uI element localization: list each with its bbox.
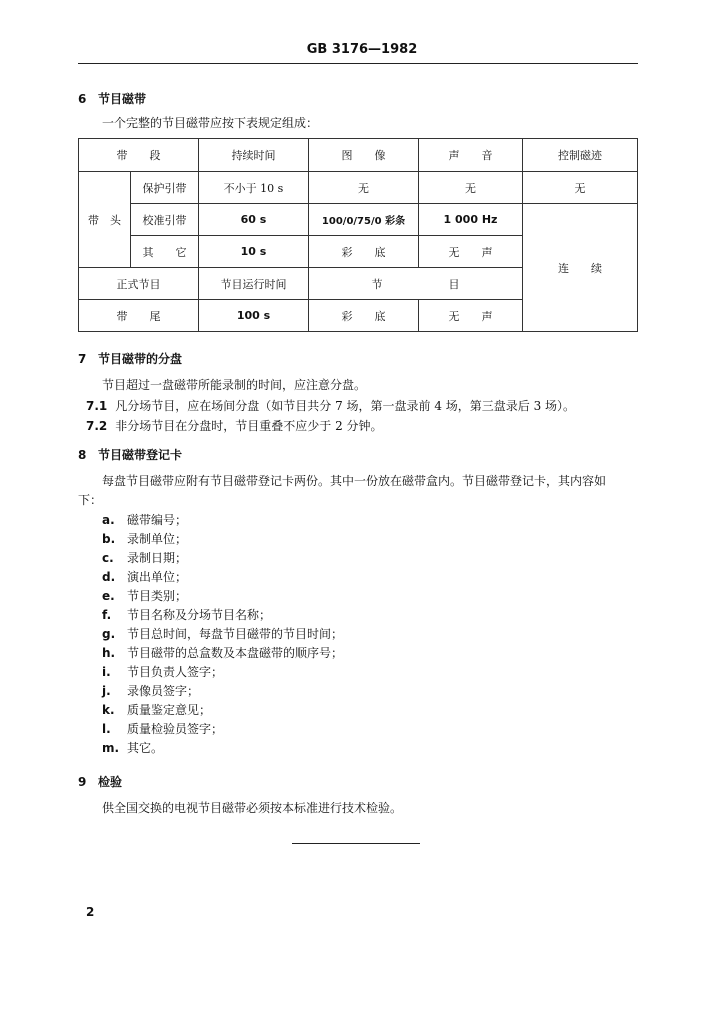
col-header-duration: 持续时间 bbox=[199, 139, 309, 172]
list-item-label: c. bbox=[102, 551, 114, 565]
list-item bbox=[102, 720, 343, 739]
list-item bbox=[102, 701, 343, 720]
list-item-text: 质量鉴定意见； bbox=[127, 703, 212, 717]
subsection-7-2-text: 非分场节目在分盘时，节目重叠不应少于 2 分钟。 bbox=[115, 419, 383, 433]
col-header-segment: 带 段 bbox=[79, 139, 199, 172]
cell-r5-image: 彩 底 bbox=[309, 300, 419, 332]
cell-r1-sound: 无 bbox=[419, 172, 523, 204]
list-item bbox=[102, 568, 343, 587]
section-6-number: 6 bbox=[78, 92, 87, 106]
list-item-label: i. bbox=[102, 665, 111, 679]
section-9-title: 检验 bbox=[98, 775, 123, 789]
subsection-7-2-number: 7.2 bbox=[86, 419, 108, 433]
section-8-title: 节目磁带登记卡 bbox=[98, 448, 183, 462]
cell-r5-duration: 100 s bbox=[199, 300, 309, 332]
list-item-text: 录制单位； bbox=[127, 532, 188, 546]
cell-r5-sound: 无 声 bbox=[419, 300, 523, 332]
list-item-label: e. bbox=[102, 589, 115, 603]
cell-r3-duration: 10 s bbox=[199, 236, 309, 268]
subsection-7-1-number: 7.1 bbox=[86, 399, 108, 413]
cell-r2-image: 100/0/75/0 彩条 bbox=[309, 204, 419, 236]
cell-r3-sound: 无 声 bbox=[419, 236, 523, 268]
col-header-image: 图 像 bbox=[309, 139, 419, 172]
list-item bbox=[102, 549, 343, 568]
cell-r4-program: 节 目 bbox=[309, 268, 523, 300]
list-item-text: 节目磁带的总盒数及本盘磁带的顺序号； bbox=[127, 646, 344, 660]
section-8-intro-line2: 下： bbox=[78, 493, 103, 507]
list-item-label: g. bbox=[102, 627, 116, 641]
list-item-text: 录制日期； bbox=[127, 551, 188, 565]
list-item bbox=[102, 663, 343, 682]
table-row bbox=[79, 172, 638, 204]
list-item bbox=[102, 625, 343, 644]
page-number: 2 bbox=[86, 905, 95, 919]
section-9-number: 9 bbox=[78, 775, 87, 789]
section-8-intro-line1: 每盘节目磁带应附有节目磁带登记卡两份。其中一份放在磁带盒内。节目磁带登记卡，其内容如 bbox=[102, 474, 607, 488]
list-item bbox=[102, 587, 343, 606]
list-item bbox=[102, 682, 343, 701]
section-7-intro: 节目超过一盘磁带所能录制的时间，应注意分盘。 bbox=[102, 378, 367, 392]
list-item-text: 节目类别； bbox=[127, 589, 188, 603]
cell-r2-duration: 60 s bbox=[199, 204, 309, 236]
list-item-text: 节目名称及分场节目名称； bbox=[127, 608, 272, 622]
list-item bbox=[102, 606, 343, 625]
col-header-control: 控制磁迹 bbox=[523, 139, 638, 172]
cell-head-label: 带 头 bbox=[79, 172, 131, 268]
list-item bbox=[102, 644, 343, 663]
list-item-text: 磁带编号； bbox=[127, 513, 188, 527]
registration-card-items bbox=[102, 511, 343, 758]
list-item-text: 演出单位； bbox=[127, 570, 188, 584]
page-header-title: GB 3176—1982 bbox=[306, 42, 418, 57]
cell-r2-sub: 校准引带 bbox=[131, 204, 199, 236]
end-rule bbox=[292, 843, 420, 844]
tape-composition-table bbox=[78, 138, 638, 332]
list-item bbox=[102, 511, 343, 530]
subsection-7-2 bbox=[86, 417, 383, 434]
cell-r5-segment: 带 尾 bbox=[79, 300, 199, 332]
list-item-label: f. bbox=[102, 608, 112, 622]
section-9-text: 供全国交换的电视节目磁带必须按本标准进行技术检验。 bbox=[102, 801, 403, 815]
list-item-label: a. bbox=[102, 513, 115, 527]
section-7-title: 节目磁带的分盘 bbox=[98, 352, 183, 366]
list-item-label: b. bbox=[102, 532, 116, 546]
section-6-title: 节目磁带 bbox=[98, 92, 147, 106]
cell-r4-segment: 正式节目 bbox=[79, 268, 199, 300]
table-row bbox=[79, 204, 638, 236]
cell-r2-sound: 1 000 Hz bbox=[419, 204, 523, 236]
list-item-text: 其它。 bbox=[127, 741, 164, 755]
list-item-text: 录像员签字； bbox=[127, 684, 200, 698]
section-7-number: 7 bbox=[78, 352, 87, 366]
section-9-heading bbox=[78, 773, 122, 790]
cell-r1-sub: 保护引带 bbox=[131, 172, 199, 204]
list-item bbox=[102, 739, 343, 758]
list-item-label: d. bbox=[102, 570, 116, 584]
cell-r3-image: 彩 底 bbox=[309, 236, 419, 268]
table-header-row bbox=[79, 139, 638, 172]
list-item-text: 质量检验员签字； bbox=[127, 722, 224, 736]
list-item-text: 节目负责人签字； bbox=[127, 665, 224, 679]
list-item-label: h. bbox=[102, 646, 116, 660]
list-item-label: j. bbox=[102, 684, 111, 698]
list-item-text: 节目总时间，每盘节目磁带的节目时间； bbox=[127, 627, 344, 641]
subsection-7-1 bbox=[86, 397, 575, 414]
col-header-sound: 声 音 bbox=[419, 139, 523, 172]
cell-r1-control: 无 bbox=[523, 172, 638, 204]
cell-r1-duration: 不小于 10 s bbox=[199, 172, 309, 204]
section-6-heading bbox=[78, 90, 146, 107]
cell-r1-image: 无 bbox=[309, 172, 419, 204]
list-item-label: k. bbox=[102, 703, 115, 717]
section-8-heading bbox=[78, 446, 182, 463]
list-item bbox=[102, 530, 343, 549]
section-7-heading bbox=[78, 350, 182, 367]
cell-r3-sub: 其 它 bbox=[131, 236, 199, 268]
header-rule bbox=[78, 63, 638, 64]
section-6-intro: 一个完整的节目磁带应按下表规定组成： bbox=[102, 116, 319, 130]
subsection-7-1-text: 凡分场节目，应在场间分盘（如节目共分 7 场，第一盘录前 4 场，第三盘录后 3 场）。 bbox=[115, 399, 576, 413]
list-item-label: l. bbox=[102, 722, 111, 736]
cell-r4-duration: 节目运行时间 bbox=[199, 268, 309, 300]
list-item-label: m. bbox=[102, 741, 120, 755]
cell-control-continuous: 连 续 bbox=[523, 204, 638, 332]
section-8-number: 8 bbox=[78, 448, 87, 462]
